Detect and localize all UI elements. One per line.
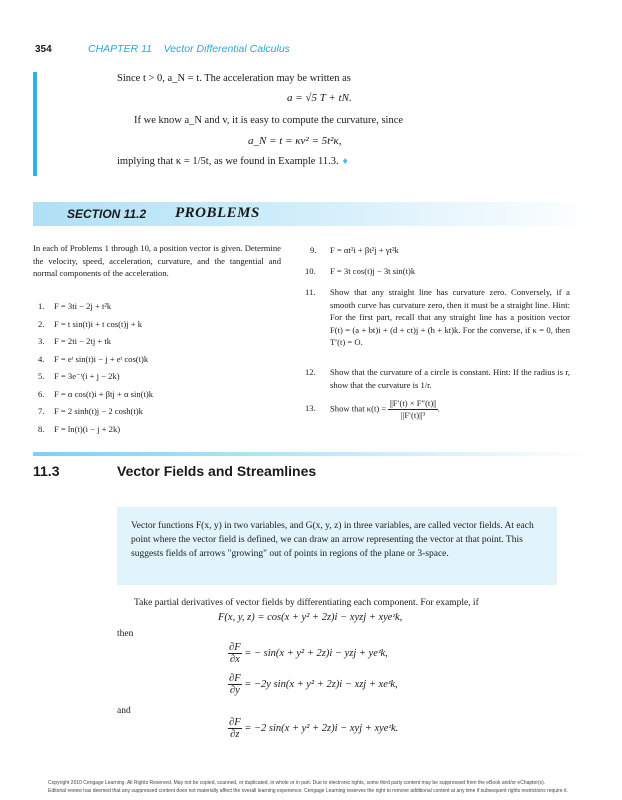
problem-text: F = 3t cos(t)j − 3t sin(t)k [330,266,416,276]
problem-13-end: . [437,403,440,414]
equation-dFdx [228,642,388,665]
curvature-fraction [388,398,437,421]
copyright-line-1: Copyright 2010 Cengage Learning. All Rights Reserved. May not be copied, scanned, or duplicated, in whole or in part. Due to electronic rights, some third party content may be suppressed from the eBook and/or eChapter(s). [48,780,546,786]
equation-rhs: = − sin(x + y² + 2z)i − yzj + yeᶻk, [244,647,388,659]
example-sidebar-rule [33,72,37,176]
problem-number: 13. [305,403,316,414]
equation-curvature: a_N = t = κv² = 5t²κ, [248,135,342,147]
definition-text: Vector functions F(x, y) in two variables, and G(x, y, z) in three variables, are called vector fields. At each point where the vector field is defined, we can draw an arrow representing the vector at that point. This suggests fields of arrows "growing" out of points in regions of the plane or 3-space. [131,521,534,559]
problem-13 [305,398,570,421]
problem-9 [310,244,570,257]
problem-text: F = 3e⁻ᵗ(i + j − 2k) [54,371,120,381]
fraction-numerator: ∂F [229,642,241,653]
fraction-numerator: ||F′(t) × F″(t)|| [389,398,437,408]
equation-dFdy [228,673,398,696]
problem-item [38,388,288,406]
problem-number: 8. [38,423,45,434]
problem-number: 3. [38,336,45,346]
section-title: PROBLEMS [175,205,260,221]
problem-item [38,370,288,388]
problem-text: F = 2ti − 2tj + tk [54,336,112,346]
equation-rhs: = −2 sin(x + y² + 2z)i − xyj + xyeᶻk. [244,722,399,734]
problem-text: F = α cos(t)i + βtj + α sin(t)k [54,388,154,399]
equation-acceleration: a = √5 T + tN. [287,92,352,104]
equation-rhs: = −2y sin(x + y² + 2z)i − xzj + xeᶻk, [244,678,398,690]
chapter-label: CHAPTER 11 [88,43,152,55]
problem-item [38,318,288,336]
problem-11-number: 11. [305,287,316,297]
problem-text: F = 3ti − 2j + t²k [54,301,112,311]
problem-number: 4. [38,353,45,364]
section-number: 11.3 [33,463,60,479]
problem-text: F = ln(t)(i − j + 2k) [54,423,121,434]
problem-item [38,335,288,353]
definition-box [117,507,557,585]
dFdx-fraction [228,642,242,665]
problem-item [38,300,288,318]
problem-item [38,353,288,371]
chapter-title: Vector Differential Calculus [163,43,290,55]
problem-number: 5. [38,371,45,381]
fraction-denominator: ∂x [229,654,240,665]
fraction-denominator: ∂z [230,729,240,740]
problem-text: F = 2 sinh(t)j − 2 cosh(t)k [54,406,143,416]
problem-number: 6. [38,388,45,399]
problem-number: 10. [305,266,316,276]
top-line-3 [117,155,348,168]
section-problems-bar [33,202,597,226]
section-heading: Vector Fields and Streamlines [117,463,317,479]
end-of-example-diamond-icon: ♦ [342,156,348,167]
problem-item [38,423,288,441]
problems-intro: In each of Problems 1 through 10, a position vector is given. Determine the velocity, speed, acceleration, curvature, and the tangential and normal components of the acceleration. [33,243,281,278]
page-number: 354 [35,44,52,55]
fraction-numerator: ∂F [229,673,241,684]
then-label: then [117,629,134,639]
top-line-3-text: implying that κ = 1/5t, as we found in Example 11.3. [117,156,339,167]
problem-12-text: Show that the curvature of a circle is constant. Hint: If the radius is r, show that the curvature is 1/r. [330,367,570,390]
top-line-1: Since t > 0, a_N = t. The acceleration may be written as [117,73,351,84]
problem-10 [305,265,565,278]
top-line-2: If we know a_N and v, it is easy to compute the curvature, since [134,115,404,126]
fraction-numerator: ∂F [229,717,241,728]
problem-number: 1. [38,301,45,311]
fraction-denominator: ||F′(t)||³ [400,410,426,420]
equation-F: F(x, y, z) = cos(x + y² + 2z)i − xyzj + xyeᶻk, [218,612,403,623]
problem-text: Show that κ(t) = [330,403,387,414]
dFdy-fraction [228,673,242,696]
equation-dFdz [228,717,398,740]
problem-list-left [38,300,288,440]
fraction-denominator: ∂y [229,685,240,696]
and-label: and [117,706,131,716]
chapter-heading [88,43,290,55]
problem-text: F = t sin(t)i + t cos(t)j + k [54,318,143,329]
problem-11-text: Show that any straight line has curvature zero. Conversely, if a smooth curve has curvature zero, then it must be a straight line. Hint: For the first part, recall that any straight line has a position vector F(t) = (a + bt)i + (d + ct)j + (h + kt)k. For the converse, if κ = 0, then T′(t) = O. [330,287,570,347]
dFdz-fraction [228,717,242,740]
section-divider-bar [33,452,597,456]
copyright-line-2: Editorial review has deemed that any suppressed content does not materially affect the overall learning experience. Cengage Learning reserves the right to remove additional content at any time if subsequent rights restrictions require it. [48,788,568,794]
problem-text: F = αt²i + βt²j + γt²k [330,245,399,255]
problem-number: 9. [310,245,317,255]
problem-12-number: 12. [305,367,316,377]
problem-number: 7. [38,406,45,416]
problem-text: F = eᵗ sin(t)i − j + eᵗ cos(t)k [54,353,149,364]
section-label: SECTION 11.2 [67,207,147,221]
problem-number: 2. [38,318,45,329]
problem-item [38,405,288,423]
partial-derivative-paragraph: Take partial derivatives of vector fields by differentiating each component. For example, if [134,598,479,608]
